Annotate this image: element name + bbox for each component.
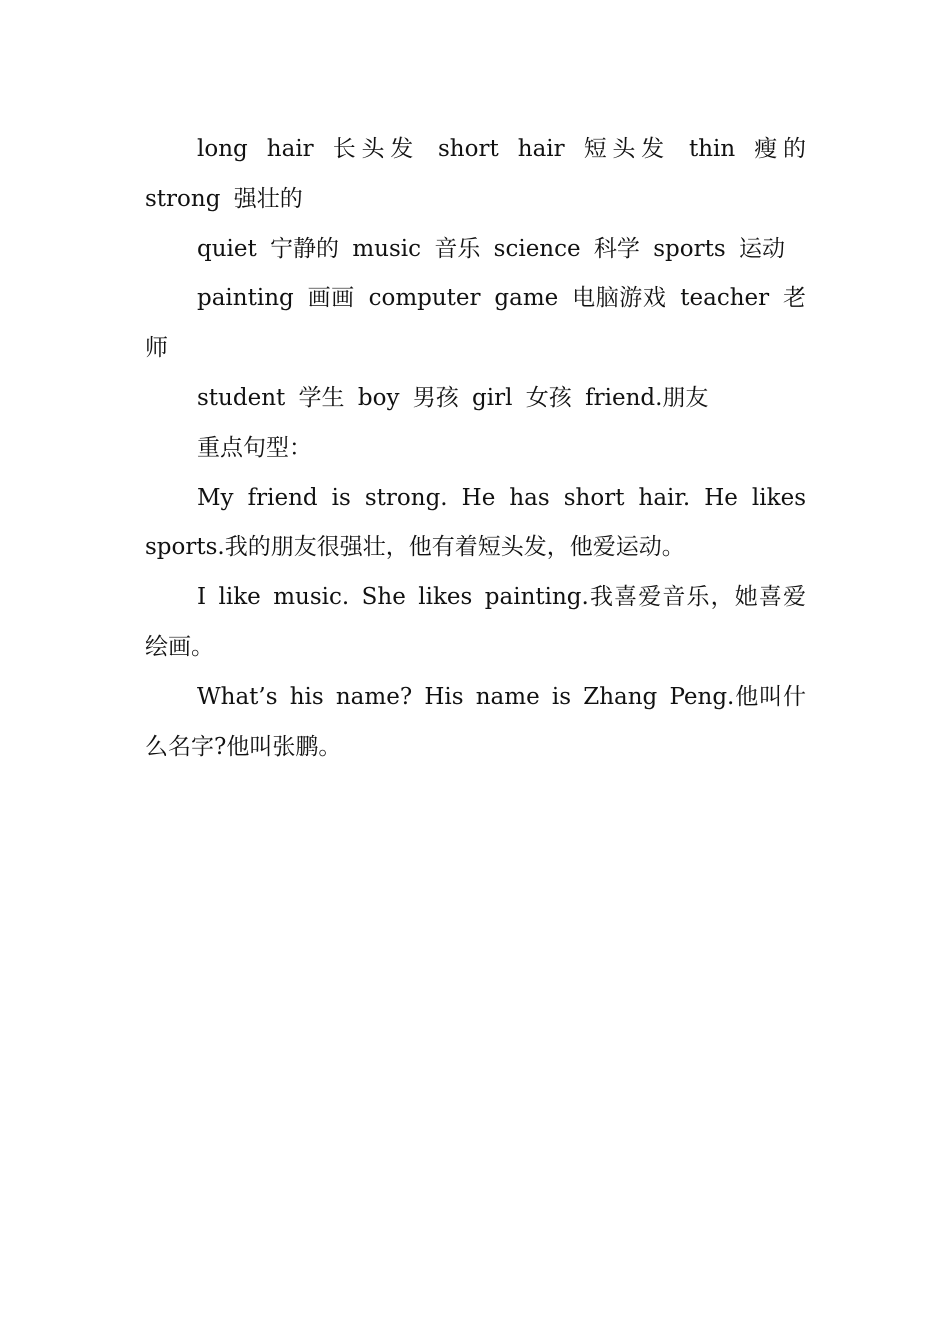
vocab-line-3: painting 画画 computer game 电脑游戏 teacher 老师 (145, 285, 806, 362)
document-page (145, 125, 806, 772)
key-sentences-heading: 重点句型： (197, 434, 312, 461)
sentence-2: I like music. She likes painting.我喜爱音乐，她喜爱绘画。 (145, 584, 806, 660)
vocab-line-1: long hair 长头发 short hair 短头发 thin 瘦的 strong 强壮的 (145, 136, 806, 212)
vocab-line-4: student 学生 boy 男孩 girl 女孩 friend.朋友 (197, 384, 709, 411)
vocab-line-2: quiet 宁静的 music 音乐 science 科学 sports 运动 (197, 235, 785, 262)
sentence-3: What’s his name? His name is Zhang Peng.他叫什么名字?他叫张鹏。 (145, 683, 806, 760)
sentence-1: My friend is strong. He has short hair. He likes sports.我的朋友很强壮，他有着短头发，他爱运动。 (145, 484, 806, 561)
